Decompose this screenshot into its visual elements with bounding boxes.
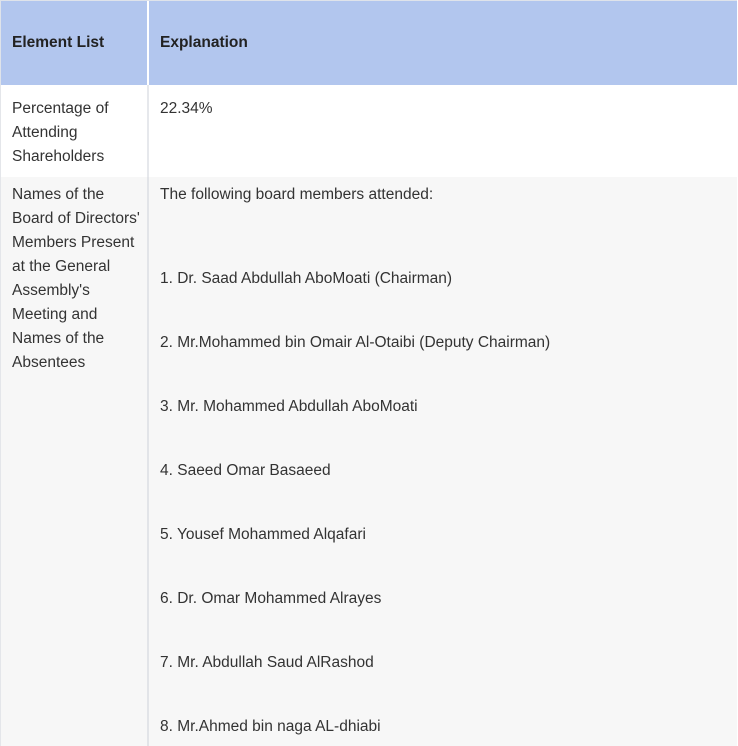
- header-element-list: Element List: [0, 1, 147, 85]
- table-row: [0, 85, 737, 177]
- table-row: [0, 177, 737, 746]
- list-item: 1. Dr. Saad Abdullah AboMoati (Chairman): [160, 270, 453, 287]
- explanation-cell-board-members: [147, 177, 737, 746]
- explanation-cell-attending-percentage: 22.34%: [147, 85, 737, 177]
- list-item: 6. Dr. Omar Mohammed Alrayes: [160, 590, 382, 607]
- list-item: 2. Mr.Mohammed bin Omair Al-Otaibi (Deputy Chairman): [160, 334, 551, 351]
- element-cell-board-members: Names of the Board of Directors' Members Present at the General Assembly's Meeting and Names of the Absentees: [0, 177, 147, 746]
- table-header-row: [0, 0, 737, 85]
- list-item: 8. Mr.Ahmed bin naga AL-dhiabi: [160, 718, 381, 735]
- header-explanation: Explanation: [147, 1, 737, 85]
- board-members-intro: The following board members attended:: [160, 186, 434, 203]
- list-item: 5. Yousef Mohammed Alqafari: [160, 526, 366, 543]
- element-cell-attending-percentage: Percentage of Attending Shareholders: [0, 85, 147, 177]
- list-item: 3. Mr. Mohammed Abdullah AboMoati: [160, 398, 418, 415]
- list-item: 4. Saeed Omar Basaeed: [160, 462, 331, 479]
- list-item: 7. Mr. Abdullah Saud AlRashod: [160, 654, 374, 671]
